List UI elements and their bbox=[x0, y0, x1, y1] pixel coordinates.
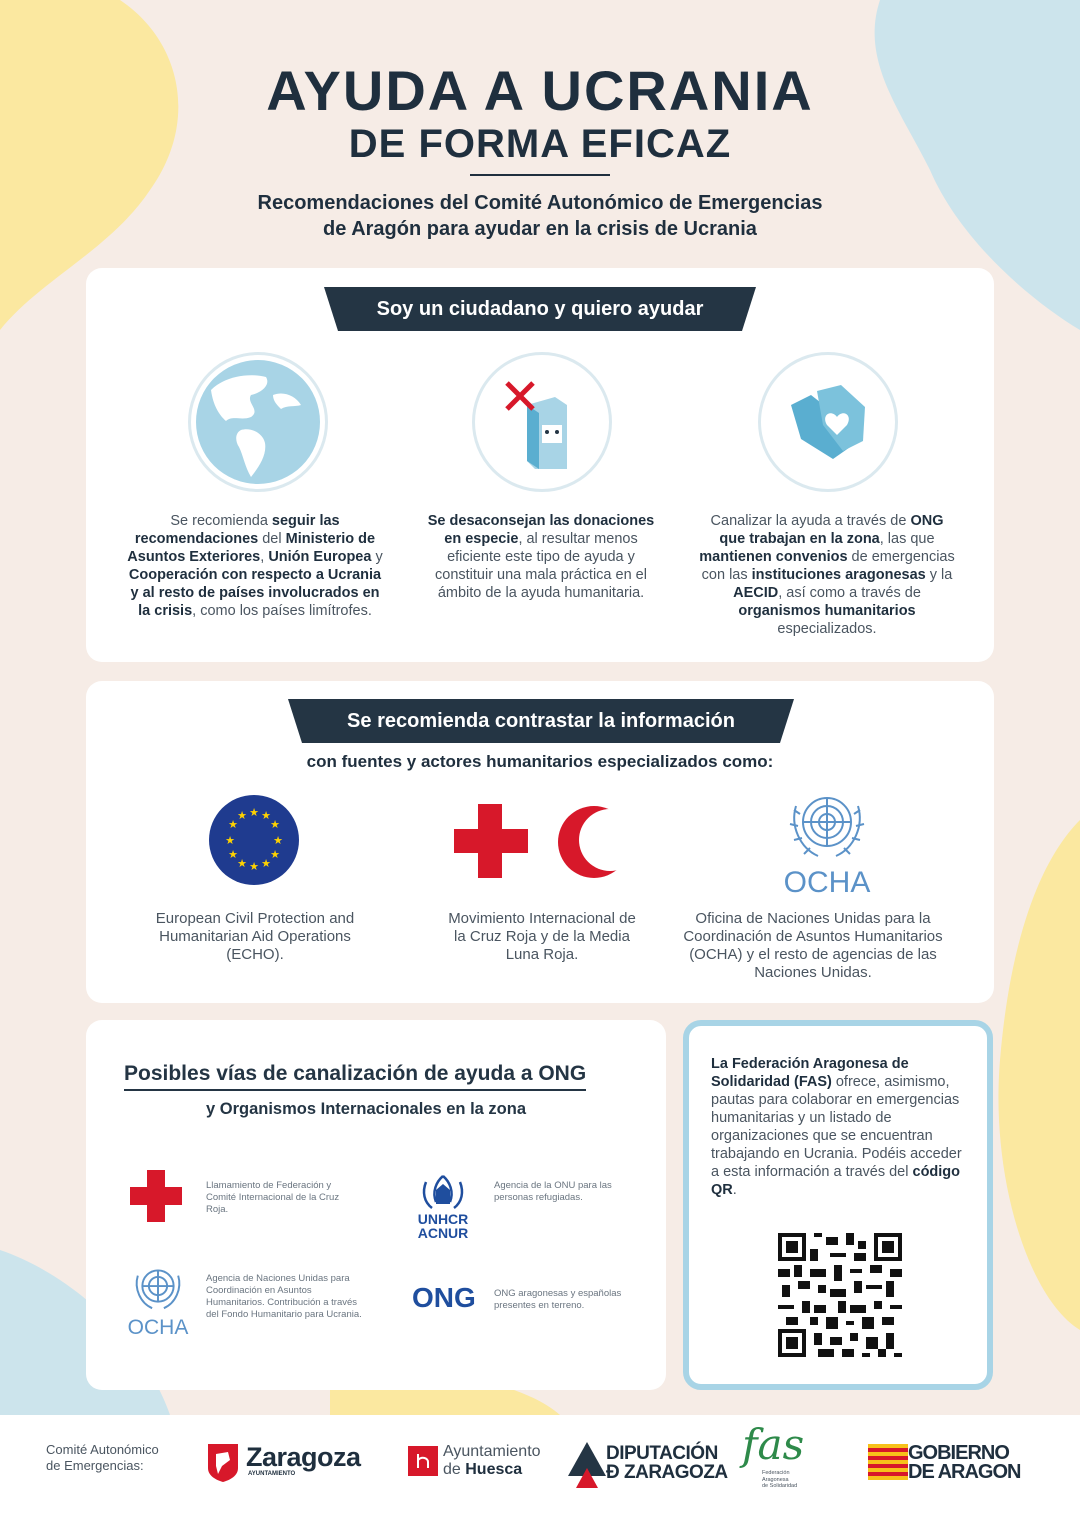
ocha-logo-text: OCHA bbox=[783, 866, 871, 899]
svg-text:★: ★ bbox=[249, 860, 259, 873]
svg-text:★: ★ bbox=[237, 857, 247, 870]
zaragoza-crest-icon bbox=[208, 1444, 238, 1482]
footer-label bbox=[46, 1442, 159, 1474]
fas-sub-2: Aragonesa bbox=[762, 1476, 789, 1483]
globe-icon bbox=[188, 352, 328, 492]
echo-caption: European Civil Protection and Humanitarian Aid Operations (ECHO). bbox=[155, 910, 355, 963]
ocha-caption: Oficina de Naciones Unidas para la Coordinación de Asuntos Humanitarios (OCHA) y el resto de agencias de las Naciones Unidas. bbox=[683, 910, 943, 981]
svg-text:★: ★ bbox=[270, 818, 280, 831]
un-emblem-icon bbox=[130, 1262, 186, 1314]
gobierno-line-1: GOBIERNO bbox=[908, 1442, 1009, 1464]
aragon-flag-icon bbox=[868, 1444, 908, 1480]
channels-subtitle: y Organismos Internacionales en la zona bbox=[205, 1100, 527, 1118]
huesca-logo-text bbox=[443, 1443, 541, 1479]
ocha-item-text: Agencia de Naciones Unidas para Coordinación en Asuntos Humanitarios. Contribución a través del Fondo Humanitario para Ucrania. bbox=[206, 1273, 362, 1320]
fas-logo-sub bbox=[762, 1470, 797, 1490]
fas-logo: fas bbox=[742, 1420, 805, 1469]
svg-text:★: ★ bbox=[228, 848, 238, 861]
col3-text: Canalizar la ayuda a través de ONG que trabajan en la zona, las que mantienen convenios de emergencias con las instituciones aragonesas y la AECID, así como a través de organismos humanitarios especializados. bbox=[699, 513, 955, 637]
huesca-line-2: de Huesca bbox=[443, 1461, 523, 1478]
zaragoza-logo-text: Zaragoza bbox=[246, 1442, 361, 1472]
qr-code-icon bbox=[778, 1233, 902, 1357]
svg-text:★: ★ bbox=[273, 834, 283, 847]
milk-carton-crossed-icon bbox=[472, 352, 612, 492]
fas-sub-1: Federación bbox=[762, 1470, 790, 1476]
red-cross-caption: Movimiento Internacional de la Cruz Roja y de la Media Luna Roja. bbox=[448, 910, 636, 963]
svg-text:★: ★ bbox=[228, 818, 238, 831]
unhcr-item-text: Agencia de la ONU para las personas refugiadas. bbox=[494, 1180, 612, 1203]
unhcr-logo-line-2: ACNUR bbox=[417, 1225, 469, 1241]
gobierno-logo-text bbox=[908, 1444, 1020, 1482]
ocha-small-logo: OCHA bbox=[127, 1316, 189, 1339]
svg-text:★: ★ bbox=[261, 809, 271, 822]
information-subtitle: con fuentes y actores humanitarios especializados como: bbox=[306, 752, 774, 771]
svg-text:★: ★ bbox=[225, 834, 235, 847]
unhcr-icon bbox=[416, 1172, 470, 1212]
ong-item-text: ONG aragonesas y españolas presentes en terreno. bbox=[494, 1288, 622, 1311]
huesca-crest-icon bbox=[408, 1446, 438, 1476]
title-line-2: DE FORMA EFICAZ bbox=[348, 122, 732, 166]
title-line-1: AYUDA A UCRANIA bbox=[266, 59, 814, 122]
unhcr-logo-line-1: UNHCR bbox=[417, 1211, 469, 1227]
diputacion-line-1: DIPUTACIÓN bbox=[606, 1443, 718, 1464]
diputacion-triangle-icon bbox=[568, 1442, 606, 1488]
fas-info-text: La Federación Aragonesa de Solidaridad (FAS) ofrece, asimismo, pautas para colaborar en emergencias humanitarias y un listado de organizaciones que se encuentran trabajando en Ucrania. Podéis acceder a esta información a través del código QR. bbox=[711, 1056, 962, 1198]
svg-text:★: ★ bbox=[249, 806, 259, 819]
zaragoza-logo-sub: AYUNTAMIENTO bbox=[248, 1471, 296, 1477]
un-emblem-icon bbox=[784, 786, 870, 864]
huesca-line-1: Ayuntamiento bbox=[443, 1443, 541, 1460]
svg-text:★: ★ bbox=[237, 809, 247, 822]
footer-label-line-1: Comité Autonómico bbox=[46, 1442, 159, 1457]
subtitle-line-2: de Aragón para ayudar en la crisis de Ucrania bbox=[323, 218, 757, 240]
information-banner: Se recomienda contrastar la información bbox=[347, 710, 735, 732]
svg-text:★: ★ bbox=[270, 848, 280, 861]
red-cross-icon bbox=[130, 1170, 182, 1222]
eu-flag-icon bbox=[208, 794, 300, 886]
citizen-banner: Soy un ciudadano y quiero ayudar bbox=[376, 298, 704, 320]
helping-hands-heart-icon bbox=[758, 352, 898, 492]
gobierno-line-2: DE ARAGON bbox=[908, 1461, 1021, 1483]
red-cross-item-text: Llamamiento de Federación y Comité Internacional de la Cruz Roja. bbox=[206, 1180, 340, 1215]
fas-sub-3: de Solidaridad bbox=[762, 1483, 798, 1489]
subtitle bbox=[180, 190, 900, 242]
channels-title: Posibles vías de canalización de ayuda a ONG bbox=[124, 1062, 586, 1091]
col1-text: Se recomienda seguir las recomendaciones del Ministerio de Asuntos Exteriores, Unión Europea y Cooperación con respecto a Ucrania y al resto de países involucrados en la crisis, como los países limítrofes. bbox=[127, 513, 383, 619]
diputacion-line-2: Ð ZARAGOZA bbox=[606, 1462, 728, 1483]
red-cross-crescent-icon bbox=[452, 802, 632, 882]
diputacion-logo-text bbox=[606, 1444, 728, 1482]
svg-text:★: ★ bbox=[261, 857, 271, 870]
title-divider bbox=[470, 174, 610, 176]
ong-logo: ONG bbox=[412, 1282, 476, 1313]
subtitle-line-1: Recomendaciones del Comité Autonómico de Emergencias bbox=[257, 192, 823, 214]
footer-label-line-2: de Emergencias: bbox=[46, 1458, 144, 1473]
col2-text: Se desaconsejan las donaciones en especie, al resultar menos eficiente este tipo de ayuda y constituir una mala práctica en el ámbito de la ayuda humanitaria. bbox=[427, 513, 655, 601]
